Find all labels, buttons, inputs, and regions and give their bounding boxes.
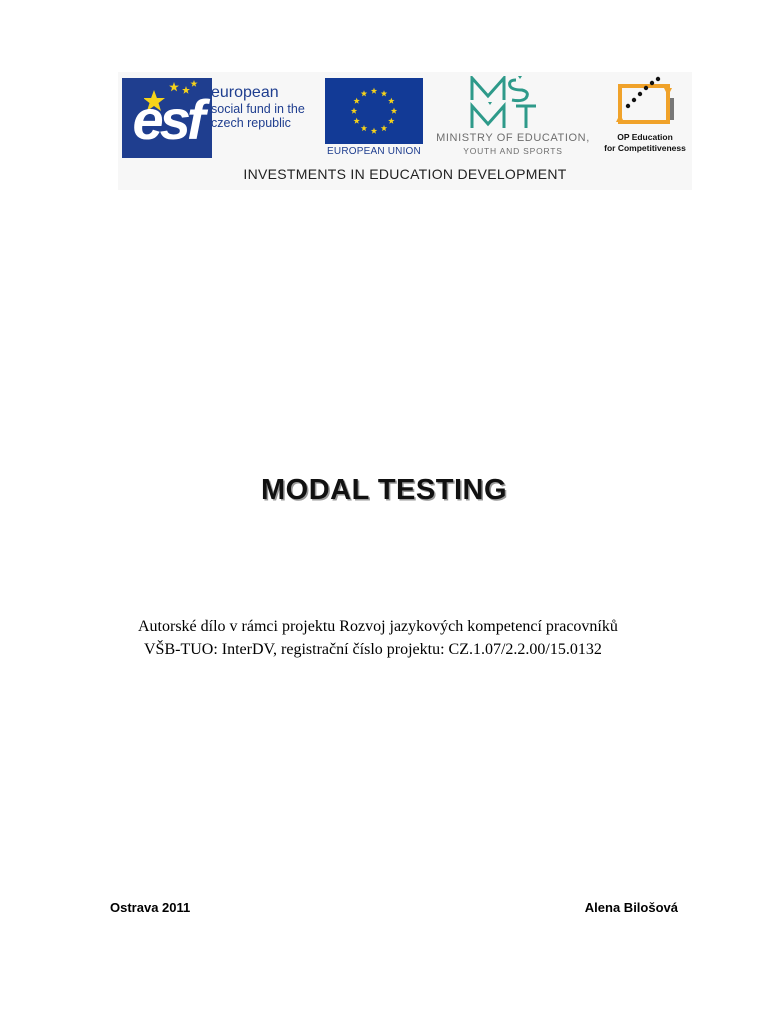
tagline: INVESTMENTS IN EDUCATION DEVELOPMENT <box>243 166 567 182</box>
msmt-logo <box>428 76 598 158</box>
author-name: Alena Bilošová <box>584 900 678 915</box>
eu-star-icon <box>371 88 377 94</box>
esf-text-line3: czech republic <box>211 116 291 130</box>
esf-letters: esf <box>132 88 202 151</box>
op-text-line2: for Competitiveness <box>604 143 686 153</box>
eu-logo <box>325 78 423 160</box>
op-mark-icon <box>614 76 676 130</box>
eu-star-icon <box>388 118 394 124</box>
esf-text-line2: social fund in the <box>211 102 305 116</box>
subtitle-line1: Autorské dílo v rámci projektu Rozvoj jazykových kompetencí pracovníků <box>138 618 618 635</box>
eu-flag <box>325 78 423 144</box>
eu-star-icon <box>361 90 367 96</box>
eu-star-icon <box>351 108 357 114</box>
msmt-line1: MINISTRY OF EDUCATION, <box>436 132 590 144</box>
document-title: MODAL TESTING <box>260 474 508 506</box>
eu-stars-icon <box>325 78 423 144</box>
eu-star-icon <box>353 98 359 104</box>
op-text-line1: OP Education <box>617 132 673 142</box>
eu-star-icon <box>381 90 387 96</box>
op-text <box>598 132 692 154</box>
esf-logo <box>122 78 318 158</box>
eu-star-icon <box>381 125 387 131</box>
msmt-line2: YOUTH AND SPORTS <box>463 146 563 156</box>
esf-text <box>211 84 321 130</box>
eu-star-icon <box>388 98 394 104</box>
msmt-monogram-icon <box>468 76 558 130</box>
eu-star-icon <box>371 128 377 134</box>
document-subtitle <box>138 615 698 661</box>
eu-star-icon <box>391 108 397 114</box>
place-year: Ostrava 2011 <box>110 900 191 915</box>
eu-star-icon <box>361 125 367 131</box>
eu-star-icon <box>353 118 359 124</box>
subtitle-line2: VŠB-TUO: InterDV, registrační číslo projektu: CZ.1.07/2.2.00/15.0132 <box>144 641 602 658</box>
op-logo <box>598 76 692 158</box>
logo-banner <box>118 72 692 190</box>
esf-text-line1: european <box>211 84 279 101</box>
eu-label: EUROPEAN UNION <box>327 146 421 157</box>
